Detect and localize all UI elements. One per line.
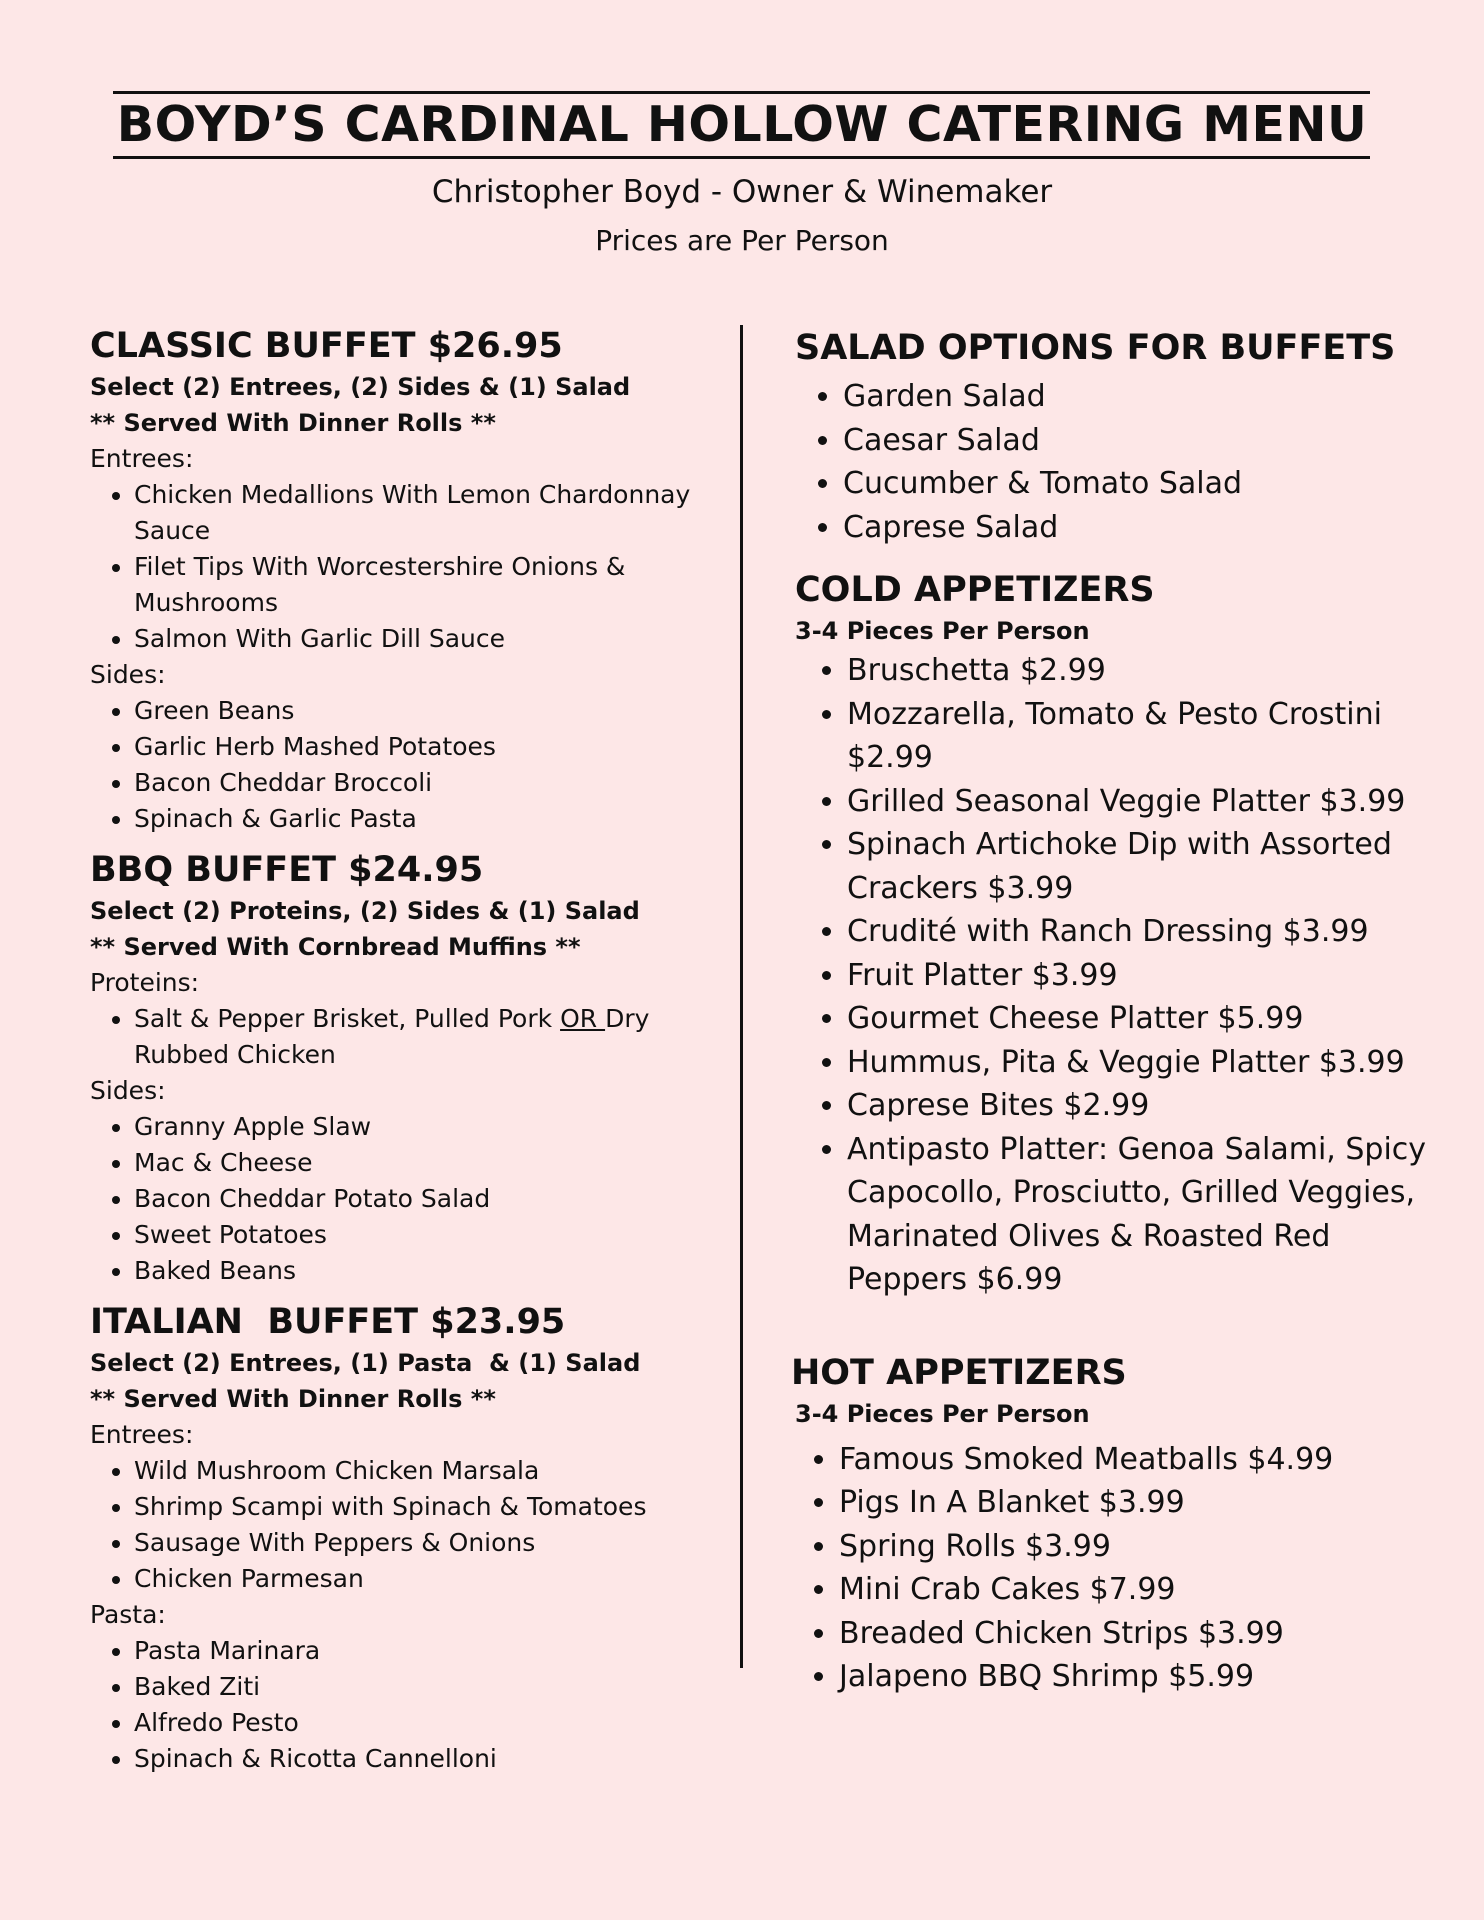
list-item: • Grilled Seasonal Veggie Platter $3.99 [847, 780, 1455, 824]
hot-appetizers-title: HOT APPETIZERS [791, 1352, 1127, 1393]
list-item: • Pigs In A Blanket $3.99 [839, 1481, 1455, 1525]
list-item: • Mozzarella, Tomato & Pesto Crostini $2.99 [847, 693, 1455, 780]
list-item: • Bacon Cheddar Potato Salad [134, 1181, 730, 1217]
italian-served-text: ** Served With Dinner Rolls ** [90, 1385, 496, 1413]
protein-text-b: Dry Rubbed Chicken [134, 1004, 650, 1069]
italian-pasta-label: Pasta: [90, 1600, 166, 1629]
list-item: • Baked Beans [134, 1253, 730, 1289]
list-item: • Mac & Cheese [134, 1145, 730, 1181]
title-rule-top [113, 91, 1370, 94]
italian-buffet-title: ITALIAN BUFFET $23.95 [90, 1302, 566, 1342]
list-item: • Pasta Marinara [134, 1633, 730, 1669]
list-item: • Green Beans [134, 693, 730, 729]
salad-options-section [795, 325, 1455, 549]
hot-appetizers-list [791, 1438, 1455, 1699]
salad-options-list [795, 375, 1455, 549]
list-item: • Mini Crab Cakes $7.99 [839, 1568, 1455, 1612]
bbq-select-text: Select (2) Proteins, (2) Sides & (1) Salad [90, 897, 640, 925]
classic-sides-label: Sides: [90, 660, 166, 689]
list-item: • Granny Apple Slaw [134, 1109, 730, 1145]
list-item: • Garlic Herb Mashed Potatoes [134, 729, 730, 765]
list-item: • Sweet Potatoes [134, 1217, 730, 1253]
list-item: • Antipasto Platter: Genoa Salami, Spicy Capocollo, Prosciutto, Grilled Veggies, Marinated Olives & Roasted Red Peppers $6.99 [847, 1128, 1455, 1302]
list-item: • Bruschetta $2.99 [847, 649, 1455, 693]
owner-line: Christopher Boyd - Owner & Winemaker [431, 174, 1053, 210]
list-item: • Breaded Chicken Strips $3.99 [839, 1612, 1455, 1656]
bbq-proteins-list [90, 1001, 730, 1073]
list-item: • Famous Smoked Meatballs $4.99 [839, 1438, 1455, 1482]
list-item: • Spinach & Ricotta Cannelloni [134, 1741, 730, 1777]
classic-sides-list [90, 693, 730, 837]
bbq-served-text: ** Served With Cornbread Muffins ** [90, 933, 581, 961]
list-item [134, 1001, 730, 1073]
list-item: • Chicken Parmesan [134, 1561, 730, 1597]
protein-or-text: OR [560, 1004, 606, 1033]
hot-appetizers-section [791, 1350, 1455, 1699]
bbq-buffet-title: BBQ BUFFET $24.95 [90, 850, 484, 890]
classic-select-text: Select (2) Entrees, (2) Sides & (1) Salad [90, 373, 631, 401]
column-divider [740, 325, 743, 1668]
list-item: • Spinach Artichoke Dip with Assorted Crackers $3.99 [847, 823, 1455, 910]
italian-entrees-label: Entrees: [90, 1420, 194, 1449]
list-item: • Spring Rolls $3.99 [839, 1525, 1455, 1569]
list-item: • Gourmet Cheese Platter $5.99 [847, 997, 1455, 1041]
classic-buffet-section [90, 323, 730, 837]
list-item: • Garden Salad [843, 375, 1455, 419]
bbq-proteins-label: Proteins: [90, 968, 200, 997]
list-item: • Caprese Bites $2.99 [847, 1084, 1455, 1128]
classic-buffet-title: CLASSIC BUFFET $26.95 [90, 326, 563, 366]
italian-buffet-section [90, 1299, 730, 1777]
title-rule-bottom [113, 156, 1370, 159]
classic-entrees-label: Entrees: [90, 444, 194, 473]
list-item: • Fruit Platter $3.99 [847, 954, 1455, 998]
cold-appetizers-section [795, 567, 1455, 1302]
cold-appetizers-list [795, 649, 1455, 1302]
list-item: • Alfredo Pesto [134, 1705, 730, 1741]
pricing-note: Prices are Per Person [595, 224, 889, 257]
classic-entrees-list [90, 477, 730, 657]
list-item: • Shrimp Scampi with Spinach & Tomatoes [134, 1489, 730, 1525]
protein-text-a: Salt & Pepper Brisket, Pulled Pork [134, 1004, 561, 1033]
list-item: • Filet Tips With Worcestershire Onions & Mushrooms [134, 549, 730, 621]
italian-pasta-list [90, 1633, 730, 1777]
italian-entrees-list [90, 1453, 730, 1597]
cold-appetizers-title: COLD APPETIZERS [795, 570, 1155, 610]
list-item: • Hummus, Pita & Veggie Platter $3.99 [847, 1041, 1455, 1085]
hot-portion-note: 3-4 Pieces Per Person [795, 1399, 1090, 1428]
list-item: • Salmon With Garlic Dill Sauce [134, 621, 730, 657]
list-item: • Crudité with Ranch Dressing $3.99 [847, 910, 1455, 954]
cold-portion-note: 3-4 Pieces Per Person [795, 617, 1090, 645]
list-item: • Sausage With Peppers & Onions [134, 1525, 730, 1561]
bbq-sides-list [90, 1109, 730, 1289]
italian-select-text: Select (2) Entrees, (1) Pasta & (1) Salad [90, 1349, 641, 1377]
page-title: BOYD’S CARDINAL HOLLOW CATERING MENU [116, 96, 1368, 153]
list-item: • Cucumber & Tomato Salad [843, 462, 1455, 506]
bbq-sides-label: Sides: [90, 1076, 166, 1105]
list-item: • Caprese Salad [843, 506, 1455, 550]
list-item: • Caesar Salad [843, 419, 1455, 463]
bbq-buffet-section [90, 847, 730, 1289]
salad-options-title: SALAD OPTIONS FOR BUFFETS [795, 328, 1396, 368]
list-item: • Chicken Medallions With Lemon Chardonnay Sauce [134, 477, 730, 549]
right-column [791, 325, 1455, 1699]
list-item: • Wild Mushroom Chicken Marsala [134, 1453, 730, 1489]
list-item: • Spinach & Garlic Pasta [134, 801, 730, 837]
list-item: • Bacon Cheddar Broccoli [134, 765, 730, 801]
list-item: • Jalapeno BBQ Shrimp $5.99 [839, 1655, 1455, 1699]
list-item: • Baked Ziti [134, 1669, 730, 1705]
classic-served-text: ** Served With Dinner Rolls ** [90, 409, 496, 437]
left-column [90, 323, 730, 1777]
